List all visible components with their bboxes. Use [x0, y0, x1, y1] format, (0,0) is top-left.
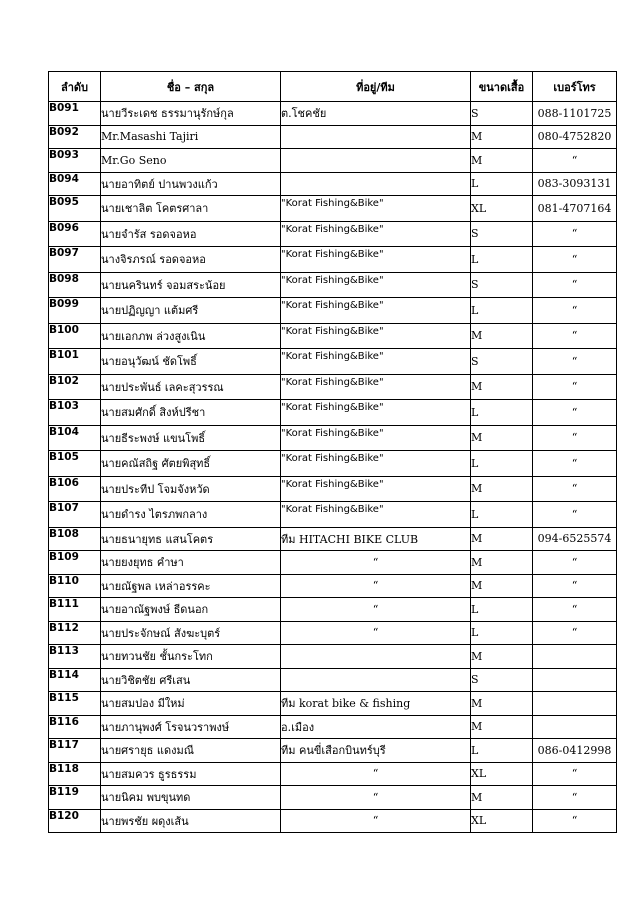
phone-number: 081-4707164 [533, 196, 617, 222]
participant-name: นายนิคม พบขุนทด [101, 786, 281, 810]
row-number: B095 [49, 196, 101, 222]
participant-name: นายเชาลิต โคตรศาลา [101, 196, 281, 222]
participant-name: นายยงยุทธ คำษา [101, 551, 281, 575]
phone-number: 086-0412998 [533, 739, 617, 763]
phone-number: “ [533, 272, 617, 298]
table-row [49, 551, 617, 575]
phone-number: 083-3093131 [533, 172, 617, 196]
phone-number: “ [533, 809, 617, 833]
shirt-size: M [471, 149, 533, 173]
phone-number: “ [533, 621, 617, 645]
table-row [49, 598, 617, 622]
participant-name: นายอาทิตย์ ปานพวงแก้ว [101, 172, 281, 196]
row-number: B108 [49, 527, 101, 551]
row-number: B096 [49, 221, 101, 247]
shirt-size: XL [471, 762, 533, 786]
phone-number: “ [533, 425, 617, 451]
shirt-size: L [471, 400, 533, 426]
address-team: "Korat Fishing&Bike" [281, 451, 471, 477]
header-name: ชื่อ – สกุล [101, 72, 281, 102]
table-row [49, 762, 617, 786]
table-row [49, 645, 617, 669]
row-number: B103 [49, 400, 101, 426]
address-team: "Korat Fishing&Bike" [281, 476, 471, 502]
shirt-size: L [471, 247, 533, 273]
participant-name: นายประทีป โจมจังหวัด [101, 476, 281, 502]
row-number: B120 [49, 809, 101, 833]
shirt-size: L [471, 739, 533, 763]
address-team [281, 668, 471, 692]
participant-name: นายประพันธ์ เลคะสุวรรณ [101, 374, 281, 400]
table-row [49, 692, 617, 716]
address-team: "Korat Fishing&Bike" [281, 247, 471, 273]
shirt-size: M [471, 715, 533, 739]
phone-number [533, 692, 617, 716]
row-number: B112 [49, 621, 101, 645]
row-number: B119 [49, 786, 101, 810]
shirt-size: S [471, 349, 533, 375]
shirt-size: L [471, 598, 533, 622]
address-team: "Korat Fishing&Bike" [281, 221, 471, 247]
row-number: B101 [49, 349, 101, 375]
address-team: "Korat Fishing&Bike" [281, 272, 471, 298]
participant-name: นายวิชิตชัย ศรีเสน [101, 668, 281, 692]
address-team: "Korat Fishing&Bike" [281, 400, 471, 426]
phone-number: “ [533, 247, 617, 273]
participant-name: นายดำรง ไตรภพกลาง [101, 502, 281, 528]
address-team [281, 149, 471, 173]
phone-number: 094-6525574 [533, 527, 617, 551]
row-number: B094 [49, 172, 101, 196]
participant-name: นายนครินทร์ จอมสระน้อย [101, 272, 281, 298]
table-row [49, 323, 617, 349]
shirt-size: M [471, 125, 533, 149]
phone-number: 088-1101725 [533, 102, 617, 126]
participant-name: นายเอกภพ ล่วงสูงเนิน [101, 323, 281, 349]
table-row [49, 502, 617, 528]
table-row [49, 527, 617, 551]
address-team: "Korat Fishing&Bike" [281, 425, 471, 451]
shirt-size: L [471, 298, 533, 324]
table-row [49, 149, 617, 173]
table-row [49, 400, 617, 426]
row-number: B099 [49, 298, 101, 324]
row-number: B110 [49, 574, 101, 598]
address-team: "Korat Fishing&Bike" [281, 374, 471, 400]
participant-name: นายคณัสถิฐ ศัตยพิสุทธิ์ [101, 451, 281, 477]
shirt-size: M [471, 374, 533, 400]
address-team: "Korat Fishing&Bike" [281, 502, 471, 528]
participant-name: นายจำรัส รอดจอหอ [101, 221, 281, 247]
registration-table [48, 71, 617, 833]
participant-name: นายสมปอง มีใหม่ [101, 692, 281, 716]
address-team: "Korat Fishing&Bike" [281, 298, 471, 324]
shirt-size: M [471, 527, 533, 551]
participant-name: นายธนายุทธ แสนโคตร [101, 527, 281, 551]
shirt-size: L [471, 621, 533, 645]
address-team: "Korat Fishing&Bike" [281, 196, 471, 222]
participant-name: Mr.Masashi Tajiri [101, 125, 281, 149]
phone-number: 080-4752820 [533, 125, 617, 149]
row-number: B091 [49, 102, 101, 126]
participant-name: นายพรชัย ผดุงเส้น [101, 809, 281, 833]
address-team: “ [281, 621, 471, 645]
phone-number [533, 715, 617, 739]
row-number: B098 [49, 272, 101, 298]
participant-name: นายสมควร ธูรธรรม [101, 762, 281, 786]
table-row [49, 247, 617, 273]
participant-name: นายอนุวัฒน์ ชัดโพธิ์ [101, 349, 281, 375]
shirt-size: M [471, 476, 533, 502]
table-row [49, 374, 617, 400]
row-number: B093 [49, 149, 101, 173]
participant-name: นายประจักษณ์ สังฆะบุตร์ [101, 621, 281, 645]
shirt-size: M [471, 645, 533, 669]
address-team: “ [281, 809, 471, 833]
phone-number: “ [533, 476, 617, 502]
row-number: B105 [49, 451, 101, 477]
address-team: ทีม korat bike & fishing [281, 692, 471, 716]
participant-name: นายวีระเดช ธรรมานุรักษ์กุล [101, 102, 281, 126]
address-team: อ.เมือง [281, 715, 471, 739]
table-body [49, 102, 617, 833]
address-team: “ [281, 598, 471, 622]
shirt-size: M [471, 574, 533, 598]
table-row [49, 476, 617, 502]
row-number: B118 [49, 762, 101, 786]
phone-number: “ [533, 786, 617, 810]
header-shirt-size: ขนาดเสื้อ [471, 72, 533, 102]
phone-number: “ [533, 400, 617, 426]
row-number: B116 [49, 715, 101, 739]
row-number: B117 [49, 739, 101, 763]
phone-number [533, 668, 617, 692]
table-row [49, 739, 617, 763]
shirt-size: M [471, 551, 533, 575]
participant-name: นายทวนชัย ชั้นกระโทก [101, 645, 281, 669]
table-row [49, 621, 617, 645]
participant-name: นายธีระพงษ์ แขนโพธิ์ [101, 425, 281, 451]
table-row [49, 125, 617, 149]
table-row [49, 349, 617, 375]
phone-number: “ [533, 551, 617, 575]
phone-number: “ [533, 451, 617, 477]
shirt-size: S [471, 272, 533, 298]
shirt-size: L [471, 451, 533, 477]
row-number: B100 [49, 323, 101, 349]
shirt-size: M [471, 692, 533, 716]
row-number: B104 [49, 425, 101, 451]
phone-number: “ [533, 762, 617, 786]
row-number: B115 [49, 692, 101, 716]
table-row [49, 102, 617, 126]
table-row [49, 196, 617, 222]
participant-name: นางจิรภรณ์ รอดจอหอ [101, 247, 281, 273]
table-row [49, 221, 617, 247]
shirt-size: L [471, 172, 533, 196]
participant-name: นายศรายุธ แดงมณี [101, 739, 281, 763]
table-row [49, 298, 617, 324]
address-team: “ [281, 551, 471, 575]
table-row [49, 668, 617, 692]
table-row [49, 574, 617, 598]
phone-number [533, 645, 617, 669]
shirt-size: M [471, 323, 533, 349]
phone-number: “ [533, 221, 617, 247]
table-row [49, 272, 617, 298]
address-team: "Korat Fishing&Bike" [281, 349, 471, 375]
participant-name: Mr.Go Seno [101, 149, 281, 173]
shirt-size: L [471, 502, 533, 528]
phone-number: “ [533, 574, 617, 598]
address-team: “ [281, 574, 471, 598]
address-team [281, 172, 471, 196]
phone-number: “ [533, 349, 617, 375]
shirt-size: M [471, 786, 533, 810]
shirt-size: S [471, 668, 533, 692]
table-row [49, 172, 617, 196]
header-number: ลำดับ [49, 72, 101, 102]
row-number: B107 [49, 502, 101, 528]
phone-number: “ [533, 598, 617, 622]
table-row [49, 786, 617, 810]
row-number: B114 [49, 668, 101, 692]
participant-name: นายณัฐพล เหล่าอรรคะ [101, 574, 281, 598]
shirt-size: XL [471, 196, 533, 222]
phone-number: “ [533, 149, 617, 173]
address-team: ต.โชคชัย [281, 102, 471, 126]
row-number: B109 [49, 551, 101, 575]
table-row [49, 425, 617, 451]
table-row [49, 715, 617, 739]
address-team: “ [281, 762, 471, 786]
row-number: B106 [49, 476, 101, 502]
address-team: “ [281, 786, 471, 810]
shirt-size: S [471, 102, 533, 126]
header-row [49, 72, 617, 102]
header-phone: เบอร์โทร [533, 72, 617, 102]
shirt-size: M [471, 425, 533, 451]
row-number: B111 [49, 598, 101, 622]
participant-name: นายภานุพงศ์ โรจนวราพงษ์ [101, 715, 281, 739]
header-address-team: ที่อยู่/ทีม [281, 72, 471, 102]
phone-number: “ [533, 298, 617, 324]
address-team: ทีม คนขี่เสือกบินทร์บุรี [281, 739, 471, 763]
shirt-size: XL [471, 809, 533, 833]
address-team: "Korat Fishing&Bike" [281, 323, 471, 349]
table-row [49, 809, 617, 833]
phone-number: “ [533, 502, 617, 528]
row-number: B102 [49, 374, 101, 400]
participant-name: นายอาณัฐพงษ์ ธีดนอก [101, 598, 281, 622]
address-team [281, 645, 471, 669]
phone-number: “ [533, 323, 617, 349]
address-team [281, 125, 471, 149]
participant-name: นายปฏิญญา แต้มศรี [101, 298, 281, 324]
phone-number: “ [533, 374, 617, 400]
participant-name: นายสมศักดิ์ สิงห์ปรีชา [101, 400, 281, 426]
table-row [49, 451, 617, 477]
address-team: ทีม HITACHI BIKE CLUB [281, 527, 471, 551]
shirt-size: S [471, 221, 533, 247]
row-number: B097 [49, 247, 101, 273]
row-number: B113 [49, 645, 101, 669]
row-number: B092 [49, 125, 101, 149]
